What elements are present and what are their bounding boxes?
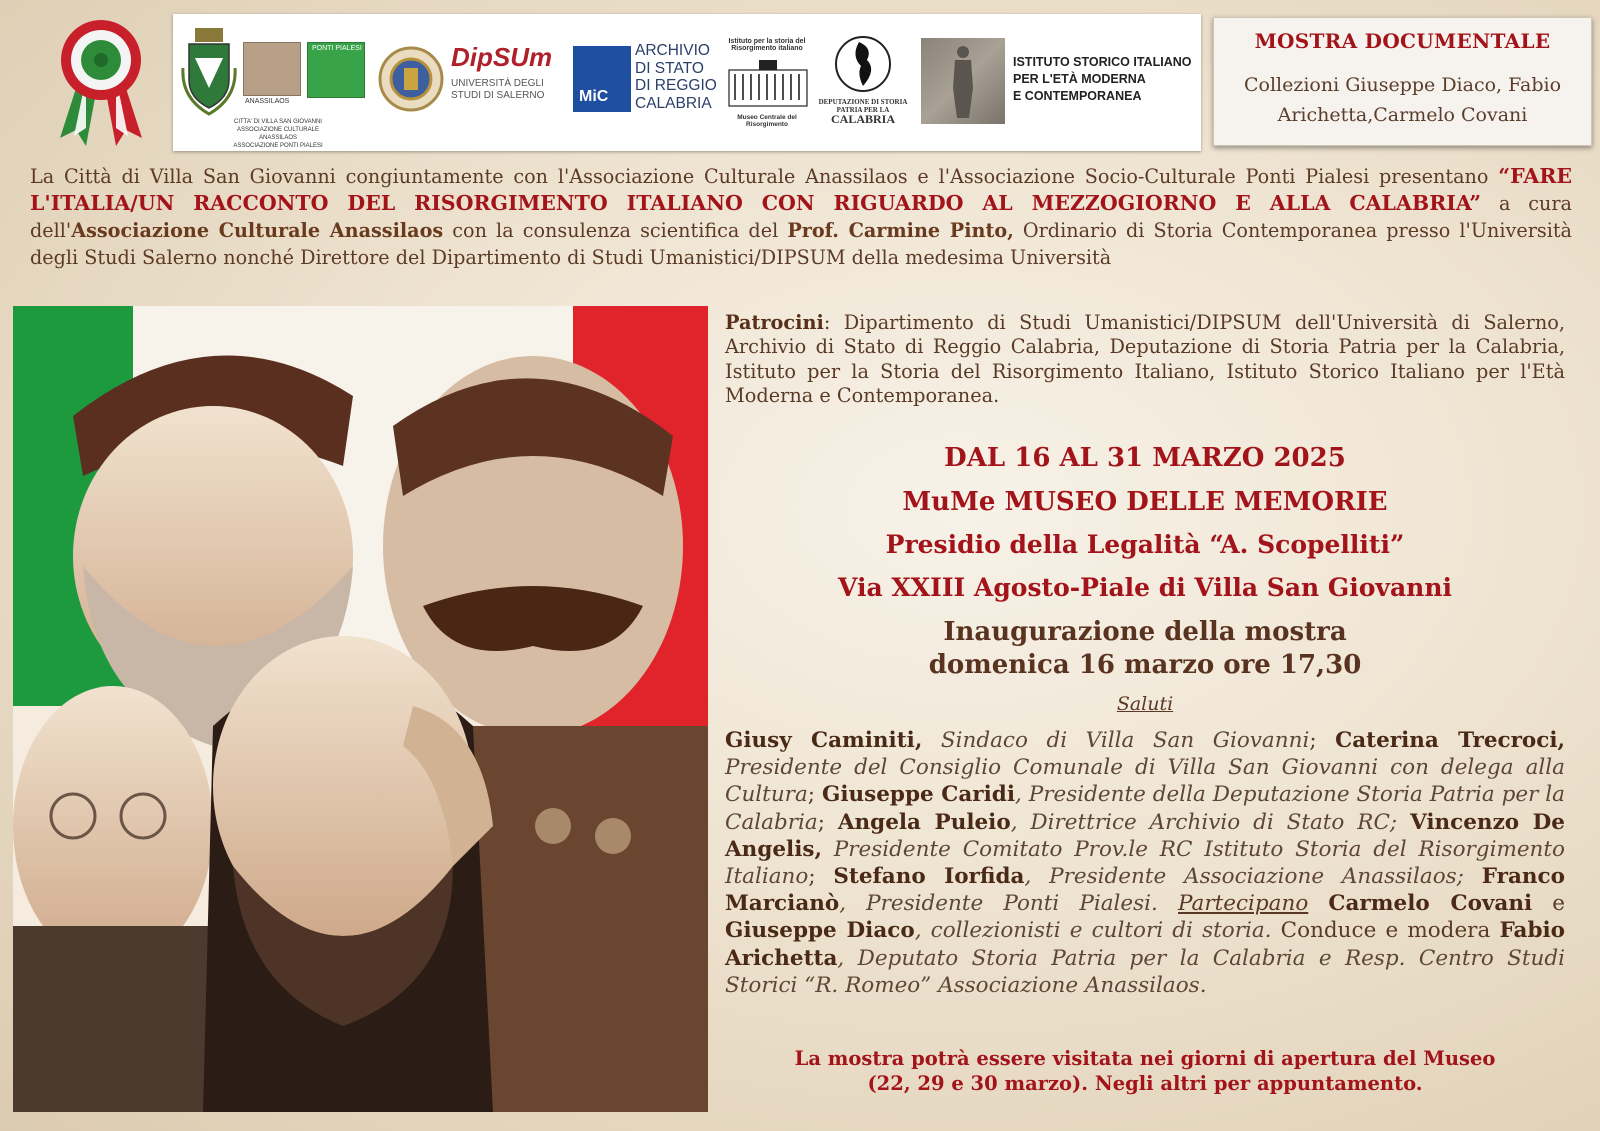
- speaker-name: Caterina Trecroci,: [1335, 728, 1566, 753]
- visit-info-line: La mostra potrà essere visitata nei giorni di apertura del Museo: [794, 1047, 1496, 1070]
- ponti-pialesi-logo: [307, 42, 365, 98]
- statue-photo: [921, 38, 1005, 124]
- mic-logo: [573, 46, 631, 112]
- speaker-role: , Direttrice Archivio di Stato RC;: [1010, 809, 1398, 835]
- intro-text: Ordinario di Storia Contemporanea presso l'Università degli Studi Salerno nonché Direttore del Dipartimento di Studi Umanistici/DIPSUM della medesima Università: [30, 219, 1572, 269]
- conjunction: e: [1532, 891, 1565, 917]
- anassilaos-label: ANASSILAOS: [245, 98, 290, 105]
- mostra-line: Collezioni Giuseppe Diaco, Fabio: [1243, 74, 1562, 96]
- speaker-role: , collezionisti e cultori di storia.: [914, 918, 1272, 944]
- mostra-title: MOSTRA DOCUMENTALE: [1254, 29, 1551, 53]
- curator-association: Associazione Culturale Anassilaos: [71, 219, 444, 242]
- speaker-name: Carmelo Covani: [1328, 891, 1533, 917]
- exhibition-dates: DAL 16 AL 31 MARZO 2025: [944, 443, 1346, 473]
- speaker-role: Sindaco di Villa San Giovanni: [922, 728, 1310, 753]
- museum-name: MuMe MUSEO DELLE MEMORIE: [902, 487, 1388, 517]
- mostra-line: Arichetta,Carmelo Covani: [1277, 104, 1528, 126]
- anassilaos-coin-icon: [243, 42, 301, 96]
- patrocini-paragraph: [725, 311, 1565, 408]
- villa-caption-line: CITTA' DI VILLA SAN GIOVANNI: [234, 119, 322, 125]
- dipsum-logo: DipSUm: [451, 42, 553, 72]
- speaker-name: Franco Marcianò: [725, 864, 1565, 917]
- intro-text: La Città di Villa San Giovanni congiuntamente con l'Associazione Culturale Anassilaos e l'Associazione Socio-Culturale Ponti Pialesi presentano: [30, 165, 1499, 188]
- villa-caption-line: ASSOCIAZIONE CULTURALE ANASSILAOS: [237, 127, 319, 141]
- speakers-paragraph: Giusy Caminiti, Sindaco di Villa San Giovanni; Caterina Trecroci, Presidente del Consiglio Comunale di Villa San Giovanni con delega alla Cultura; Giuseppe Caridi, Presidente della Deputazione Storia Patria per la Calabria; Angela Puleio, Direttrice Archivio di Stato RC; Vincenzo De Angelis, Presidente Comitato Prov.le RC Istituto Storia del Risorgimento Italiano; Stefano Iorfida, Presidente Associazione Anassilaos; Franco Marcianò, Presidente Ponti Pialesi. Partecipano Carmelo Covani e Giuseppe Diaco, collezionisti e cultori di storia. Conduce e modera Fabio Arichetta, Deputato Storia Patria per la Calabria e Resp. Centro Studi Storici “R. Romeo” Associazione Anassilaos.: [725, 728, 1566, 998]
- ponti-pialesi-label: PONTI PIALESI: [312, 45, 362, 52]
- tricolor-cockade-icon: [46, 18, 156, 146]
- speaker-name: Stefano Iorfida: [833, 864, 1025, 890]
- speaker-role: , Presidente della Deputazione Storia Patria per la Calabria: [725, 782, 1566, 835]
- villa-san-giovanni-crest-icon: [181, 28, 237, 116]
- deputazione-line1: DEPUTAZIONE DI STORIA PATRIA PER LA: [818, 98, 908, 114]
- moderator-label: Conduce e modera: [1271, 918, 1500, 944]
- deputazione-calabria-icon: [833, 34, 893, 94]
- speaker-name: Giusy Caminiti,: [725, 728, 923, 753]
- mostra-documentale-box: [1213, 17, 1592, 146]
- istituto-storico-line: PER L'ETÀ MODERNA: [1013, 72, 1146, 86]
- partecipano-label: Partecipano: [1178, 891, 1309, 917]
- speaker-name: Fabio Arichetta: [725, 918, 1565, 971]
- villa-caption: [223, 118, 333, 150]
- archivio-stato-label: [635, 42, 717, 112]
- university-seal-icon: [378, 46, 444, 112]
- istituto-storico-line: ISTITUTO STORICO ITALIANO: [1013, 55, 1192, 69]
- patrocini-text: : Dipartimento di Studi Umanistici/DIPSUM dell'Università di Salerno, Archivio di Stato di Reggio Calabria, Deputazione di Storia Patria per la Calabria, Istituto per la Storia del Risorgimento Italiano, Istituto Storico Italiano per l'Età Moderna e Contemporanea.: [725, 311, 1565, 407]
- risorgimento-portraits-image: [13, 306, 708, 1112]
- archivio-line: ARCHIVIO: [635, 42, 710, 59]
- speaker-role: Presidente del Consiglio Comunale di Villa San Giovanni con delega alla Cultura: [725, 755, 1565, 808]
- istituto-risorgimento-top: Istituto per la storia del Risorgimento italiano: [728, 38, 806, 52]
- statue-icon: [943, 44, 983, 120]
- archivio-line: DI STATO: [635, 59, 704, 77]
- speaker-name: Giuseppe Caridi: [821, 782, 1015, 808]
- patrocini-label: Patrocini: [725, 311, 824, 334]
- visit-info: [725, 1046, 1565, 1096]
- villa-caption-line: ASSOCIAZIONE PONTI PIALESI: [233, 143, 323, 149]
- mostra-collections: [1228, 70, 1577, 130]
- mic-label: MiC: [579, 88, 609, 105]
- speaker-name: Giuseppe Diaco: [725, 918, 915, 944]
- istituto-risorgimento-bottom: Museo Centrale del Risorgimento: [737, 114, 797, 128]
- speaker-role: , Presidente Ponti Pialesi.: [839, 891, 1158, 917]
- venue-address: Via XXIII Agosto-Piale di Villa San Giovanni: [837, 573, 1453, 602]
- vittoriano-monument-icon: [725, 60, 811, 110]
- inauguration-datetime: domenica 16 marzo ore 17,30: [928, 650, 1362, 680]
- exhibition-title: “FARE L'ITALIA/UN RACCONTO DEL RISORGIMENTO ITALIANO CON RIGUARDO AL MEZZOGIORNO E ALLA CALABRIA”: [30, 164, 1572, 215]
- saluti-heading: Saluti: [1116, 693, 1174, 715]
- speaker-name: Vincenzo De Angelis,: [725, 809, 1565, 862]
- presidio-name: Presidio della Legalità “A. Scopelliti”: [885, 530, 1405, 559]
- speaker-role: , Presidente Associazione Anassilaos;: [1024, 864, 1464, 890]
- scientific-advisor: Prof. Carmine Pinto,: [787, 219, 1014, 242]
- archivio-line: DI REGGIO: [635, 77, 717, 94]
- deputazione-line2: CALABRIA: [830, 112, 895, 126]
- inauguration-label: Inaugurazione della mostra: [943, 617, 1347, 647]
- speaker-role: Presidente Comitato Prov.le RC Istituto Storia del Risorgimento Italiano: [725, 836, 1565, 890]
- archivio-line: CALABRIA: [635, 94, 712, 112]
- dipsum-caption: UNIVERSITÀ DEGLI STUDI DI SALERNO: [451, 78, 545, 101]
- intro-paragraph: [30, 163, 1572, 271]
- intro-text: con la consulenza scientifica del: [443, 219, 788, 242]
- speaker-name: Angela Puleio: [837, 809, 1011, 835]
- partner-logos-strip: [173, 14, 1201, 151]
- speaker-role: , Deputato Storia Patria per la Calabria e Resp. Centro Studi Storici “R. Romeo” Associazione Anassilaos.: [725, 945, 1565, 998]
- intro-text: a cura dell': [30, 192, 1572, 242]
- visit-info-line: (22, 29 e 30 marzo). Negli altri per appuntamento.: [867, 1072, 1423, 1095]
- istituto-storico-line: E CONTEMPORANEA: [1013, 89, 1142, 103]
- istituto-storico-label: [1013, 54, 1191, 105]
